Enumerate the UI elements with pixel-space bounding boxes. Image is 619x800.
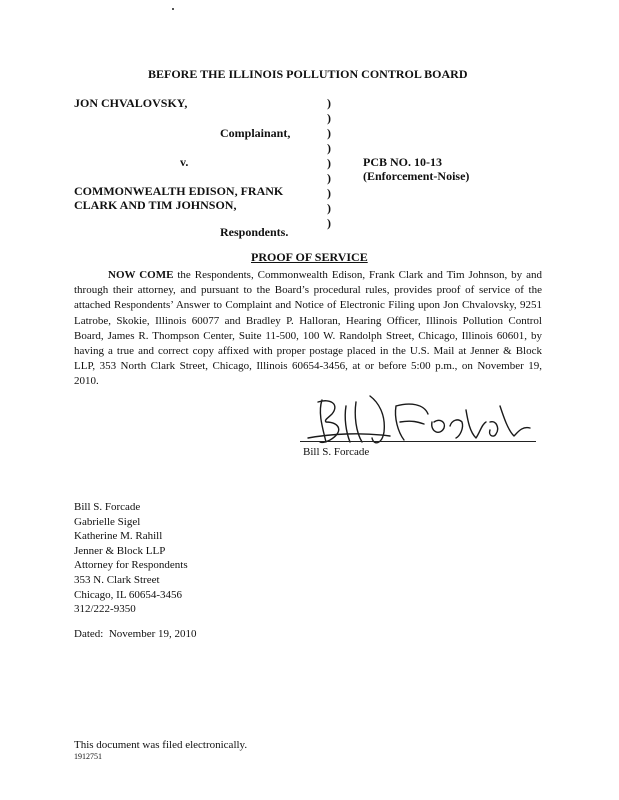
- section-title: PROOF OF SERVICE: [251, 250, 368, 264]
- case-type: (Enforcement-Noise): [363, 169, 470, 183]
- paragraph-text: the Respondents, Commonwealth Edison, Frank Clark and Tim Johnson, by and through their attorney, and pursuant to the Board’s procedural rules, provides proof of service of the attached Respondents’ Answer to Complaint and Notice of Electronic Filing upon Jon Chvalovsky, 9251 Latrobe, Skokie, Illinois 60077 and Bradley P. Halloran, Hearing Officer, Illinois Pollution Control Board, James R. Thompson Center, Suite 11-500, 100 W. Randolph Street, Chicago, Illinois 60601, by having a true and correct copy affixed with proper postage placed in the U.S. Mail at Jenner & Block LLP, 353 North Clark Street, Chicago, Illinois 60654-3456, at or before 5:00 p.m., on November 19, 2010.: [74, 269, 542, 388]
- counsel-line: 353 N. Clark Street: [74, 573, 160, 586]
- counsel-line: Attorney for Respondents: [74, 559, 188, 572]
- counsel-line: 312/222-9350: [74, 603, 136, 616]
- proof-paragraph: [74, 268, 542, 390]
- paren: ): [327, 216, 331, 230]
- paragraph-lead: NOW COME: [108, 269, 174, 281]
- plaintiff-role: Complainant,: [220, 126, 291, 140]
- counsel-line: Katherine M. Rahill: [74, 530, 163, 543]
- counsel-line: Bill S. Forcade: [74, 501, 141, 513]
- counsel-line: Jenner & Block LLP: [74, 544, 166, 557]
- case-number: PCB NO. 10-13: [363, 155, 442, 169]
- counsel-line: Gabrielle Sigel: [74, 515, 141, 528]
- counsel-line: Chicago, IL 60654-3456: [74, 588, 183, 601]
- caption-parentheses: [327, 96, 331, 231]
- defendant-role: Respondents.: [220, 225, 289, 239]
- plaintiff-name: JON CHVALOVSKY,: [74, 96, 188, 110]
- defendant-line-1: COMMONWEALTH EDISON, FRANK: [74, 184, 284, 198]
- paren: ): [327, 156, 331, 170]
- defendant-line-2: CLARK AND TIM JOHNSON,: [74, 198, 237, 212]
- court-heading: BEFORE THE ILLINOIS POLLUTION CONTROL BOARD: [148, 67, 468, 81]
- paren: ): [327, 141, 331, 155]
- paren: ): [327, 126, 331, 140]
- dated-line: Dated: November 19, 2010: [74, 628, 197, 640]
- scan-speck: [172, 8, 174, 10]
- signature-line: [300, 441, 536, 442]
- paren: ): [327, 186, 331, 200]
- versus: v.: [180, 155, 189, 169]
- document-id: 1912751: [74, 752, 102, 761]
- paren: ): [327, 96, 331, 110]
- filed-electronically-note: This document was filed electronically.: [74, 739, 248, 751]
- signer-name: Bill S. Forcade: [303, 446, 370, 458]
- paren: ): [327, 201, 331, 215]
- paren: ): [327, 171, 331, 185]
- paren: ): [327, 111, 331, 125]
- counsel-block: [74, 500, 188, 617]
